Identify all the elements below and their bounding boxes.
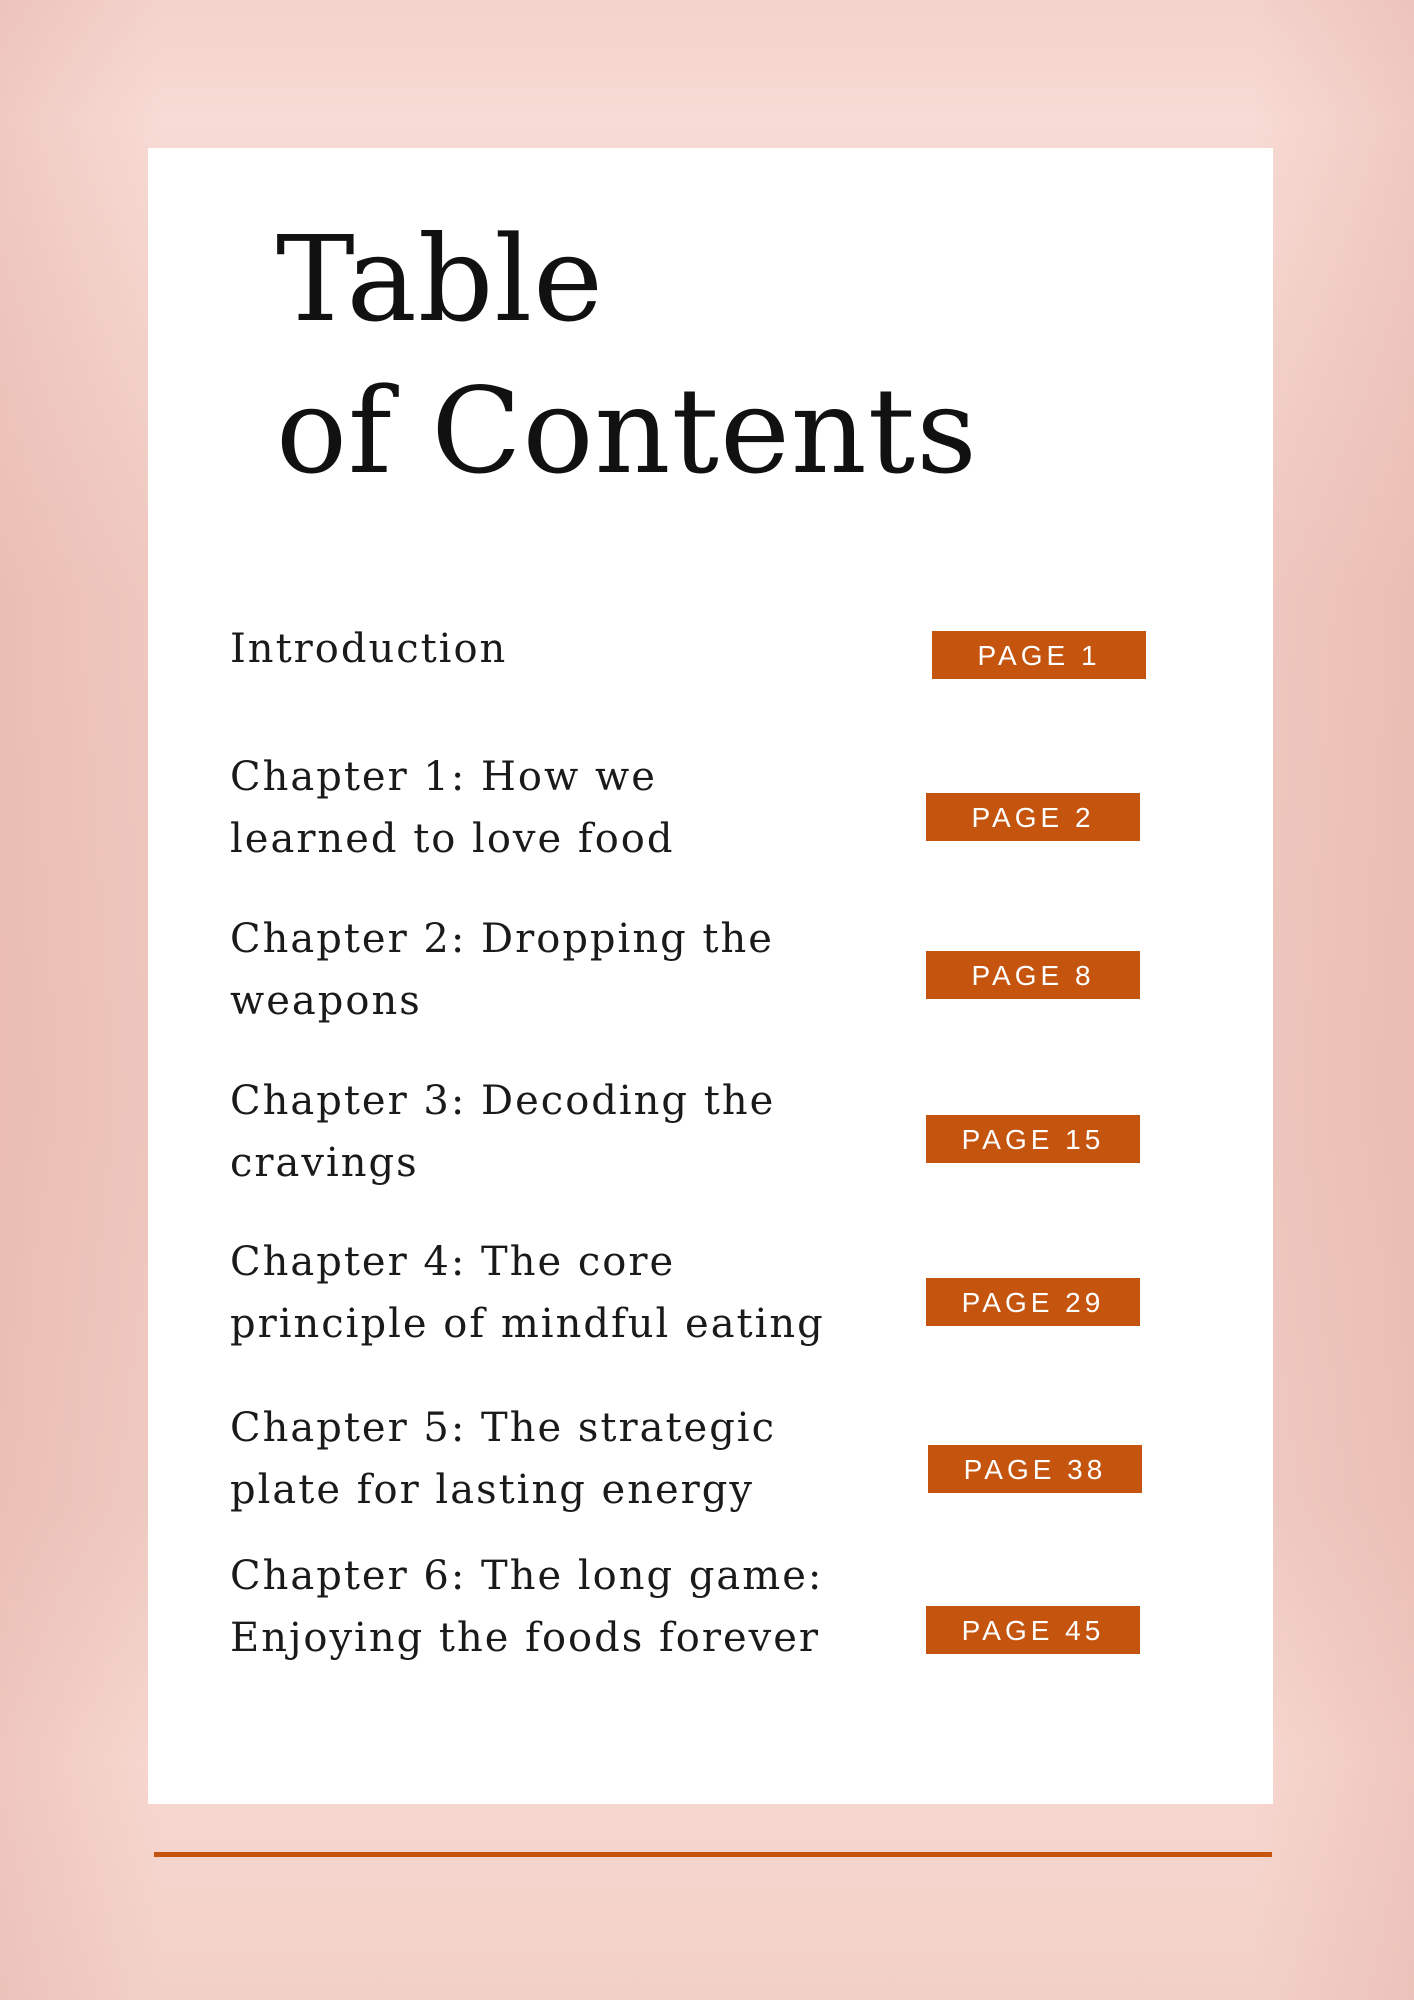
toc-entry-label: Chapter 3: Decoding the cravings — [230, 1078, 776, 1186]
toc-entry-label: Chapter 2: Dropping the weapons — [230, 916, 774, 1024]
page-badge-chapter-2[interactable]: PAGE 8 — [926, 951, 1140, 999]
background-shade-left — [0, 0, 160, 2000]
page-badge-chapter-4[interactable]: PAGE 29 — [926, 1278, 1140, 1326]
page-badge-chapter-1[interactable]: PAGE 2 — [926, 793, 1140, 841]
toc-entry-label: Chapter 4: The core principle of mindful eating — [230, 1239, 825, 1347]
page-badge-chapter-6[interactable]: PAGE 45 — [926, 1606, 1140, 1654]
page-badge-chapter-3[interactable]: PAGE 15 — [926, 1115, 1140, 1163]
contents-card — [148, 148, 1273, 1804]
page-badge-chapter-5[interactable]: PAGE 38 — [928, 1445, 1142, 1493]
page-badge-introduction[interactable]: PAGE 1 — [932, 631, 1146, 679]
title-line-1: Table — [276, 210, 605, 348]
background-shade-right — [1254, 0, 1414, 2000]
footer-divider — [154, 1852, 1272, 1857]
toc-entry-label: Chapter 1: How we learned to love food — [230, 754, 675, 862]
toc-entry-label: Introduction — [230, 626, 508, 672]
toc-entry-label: Chapter 5: The strategic plate for lasting energy — [230, 1405, 776, 1513]
page-title — [276, 203, 978, 507]
toc-entry-label: Chapter 6: The long game: Enjoying the foods forever — [230, 1553, 824, 1661]
title-line-2: of Contents — [276, 362, 978, 500]
